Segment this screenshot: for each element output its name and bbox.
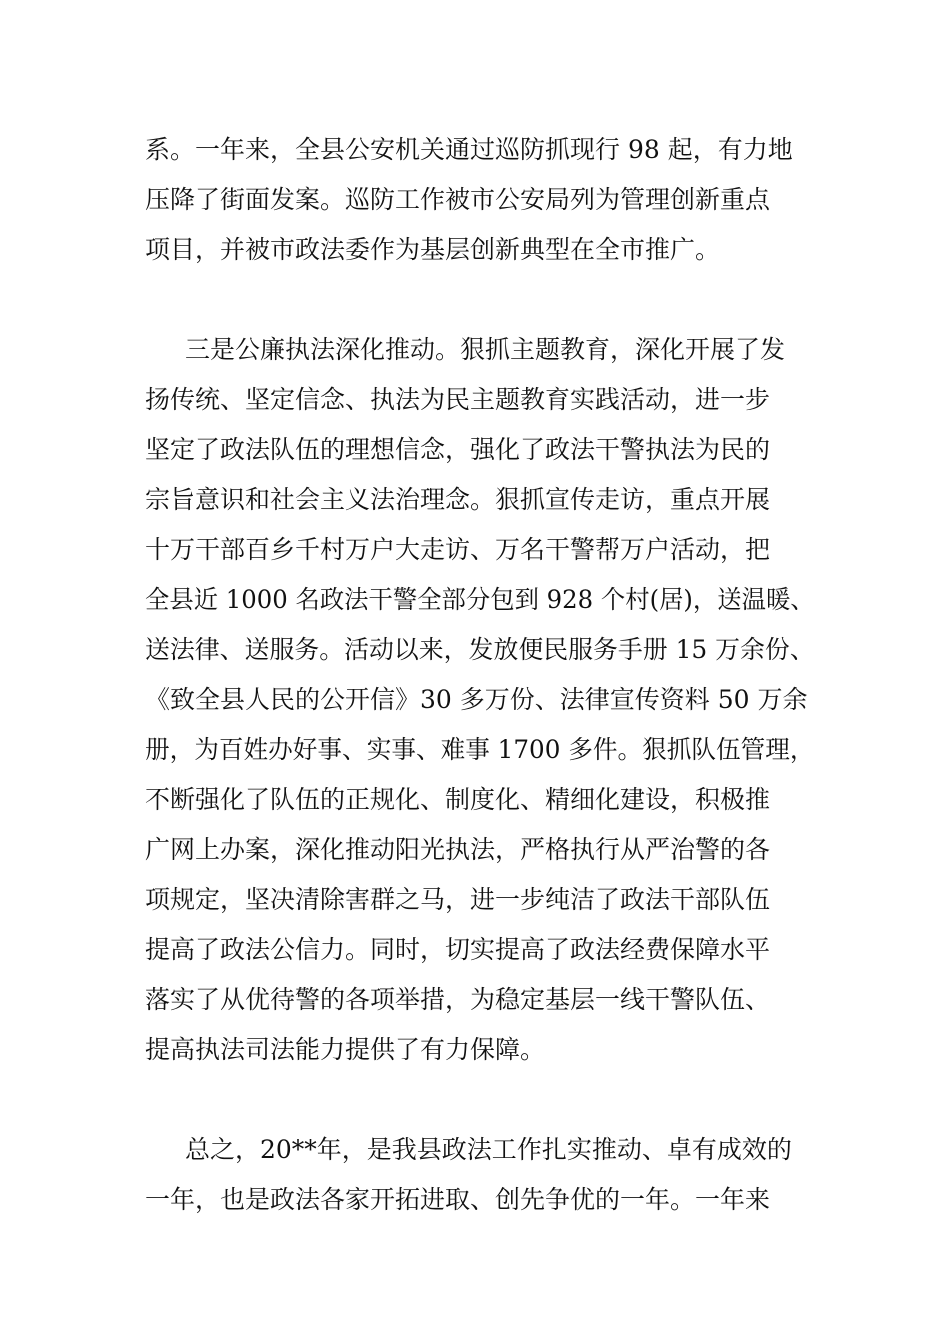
text-line: 提高执法司法能力提供了有力保障。 bbox=[145, 1035, 546, 1064]
text-line: 《致全县人民的公开信》30 多万份、法律宣传资料 50 万余 bbox=[145, 685, 808, 714]
text-line: 项目，并被市政法委作为基层创新典型在全市推广。 bbox=[145, 235, 721, 264]
text-line: 广网上办案，深化推动阳光执法，严格执行从严治警的各 bbox=[145, 835, 771, 864]
text-line: 项规定，坚决清除害群之马，进一步纯洁了政法干部队伍 bbox=[145, 885, 771, 914]
text-line: 宗旨意识和社会主义法治理念。狠抓宣传走访，重点开展 bbox=[145, 485, 771, 514]
text-line: 系。一年来，全县公安机关通过巡防抓现行 98 起，有力地 bbox=[145, 135, 793, 164]
text-line: 不断强化了队伍的正规化、制度化、精细化建设，积极推 bbox=[145, 785, 771, 814]
text-line: 压降了街面发案。巡防工作被市公安局列为管理创新重点 bbox=[145, 185, 771, 214]
text-line: 册，为百姓办好事、实事、难事 1700 多件。狠抓队伍管理， bbox=[145, 735, 815, 764]
text-line: 扬传统、坚定信念、执法为民主题教育实践活动，进一步 bbox=[145, 385, 771, 414]
text-line: 十万干部百乡千村万户大走访、万名干警帮万户活动，把 bbox=[145, 535, 771, 564]
text-line: 提高了政法公信力。同时，切实提高了政法经费保障水平 bbox=[145, 935, 771, 964]
text-line: 送法律、送服务。活动以来，发放便民服务手册 15 万余份、 bbox=[145, 635, 815, 664]
text-line: 坚定了政法队伍的理想信念，强化了政法干警执法为民的 bbox=[145, 435, 771, 464]
text-line: 三是公廉执法深化推动。狠抓主题教育，深化开展了发 bbox=[185, 335, 786, 364]
text-line: 一年，也是政法各家开拓进取、创先争优的一年。一年来 bbox=[145, 1185, 771, 1214]
text-line: 全县近 1000 名政法干警全部分包到 928 个村(居)，送温暖、 bbox=[145, 585, 815, 614]
text-line: 落实了从优待警的各项举措，为稳定基层一线干警队伍、 bbox=[145, 985, 771, 1014]
text-line: 总之，20**年，是我县政法工作扎实推动、卓有成效的 bbox=[185, 1135, 792, 1164]
